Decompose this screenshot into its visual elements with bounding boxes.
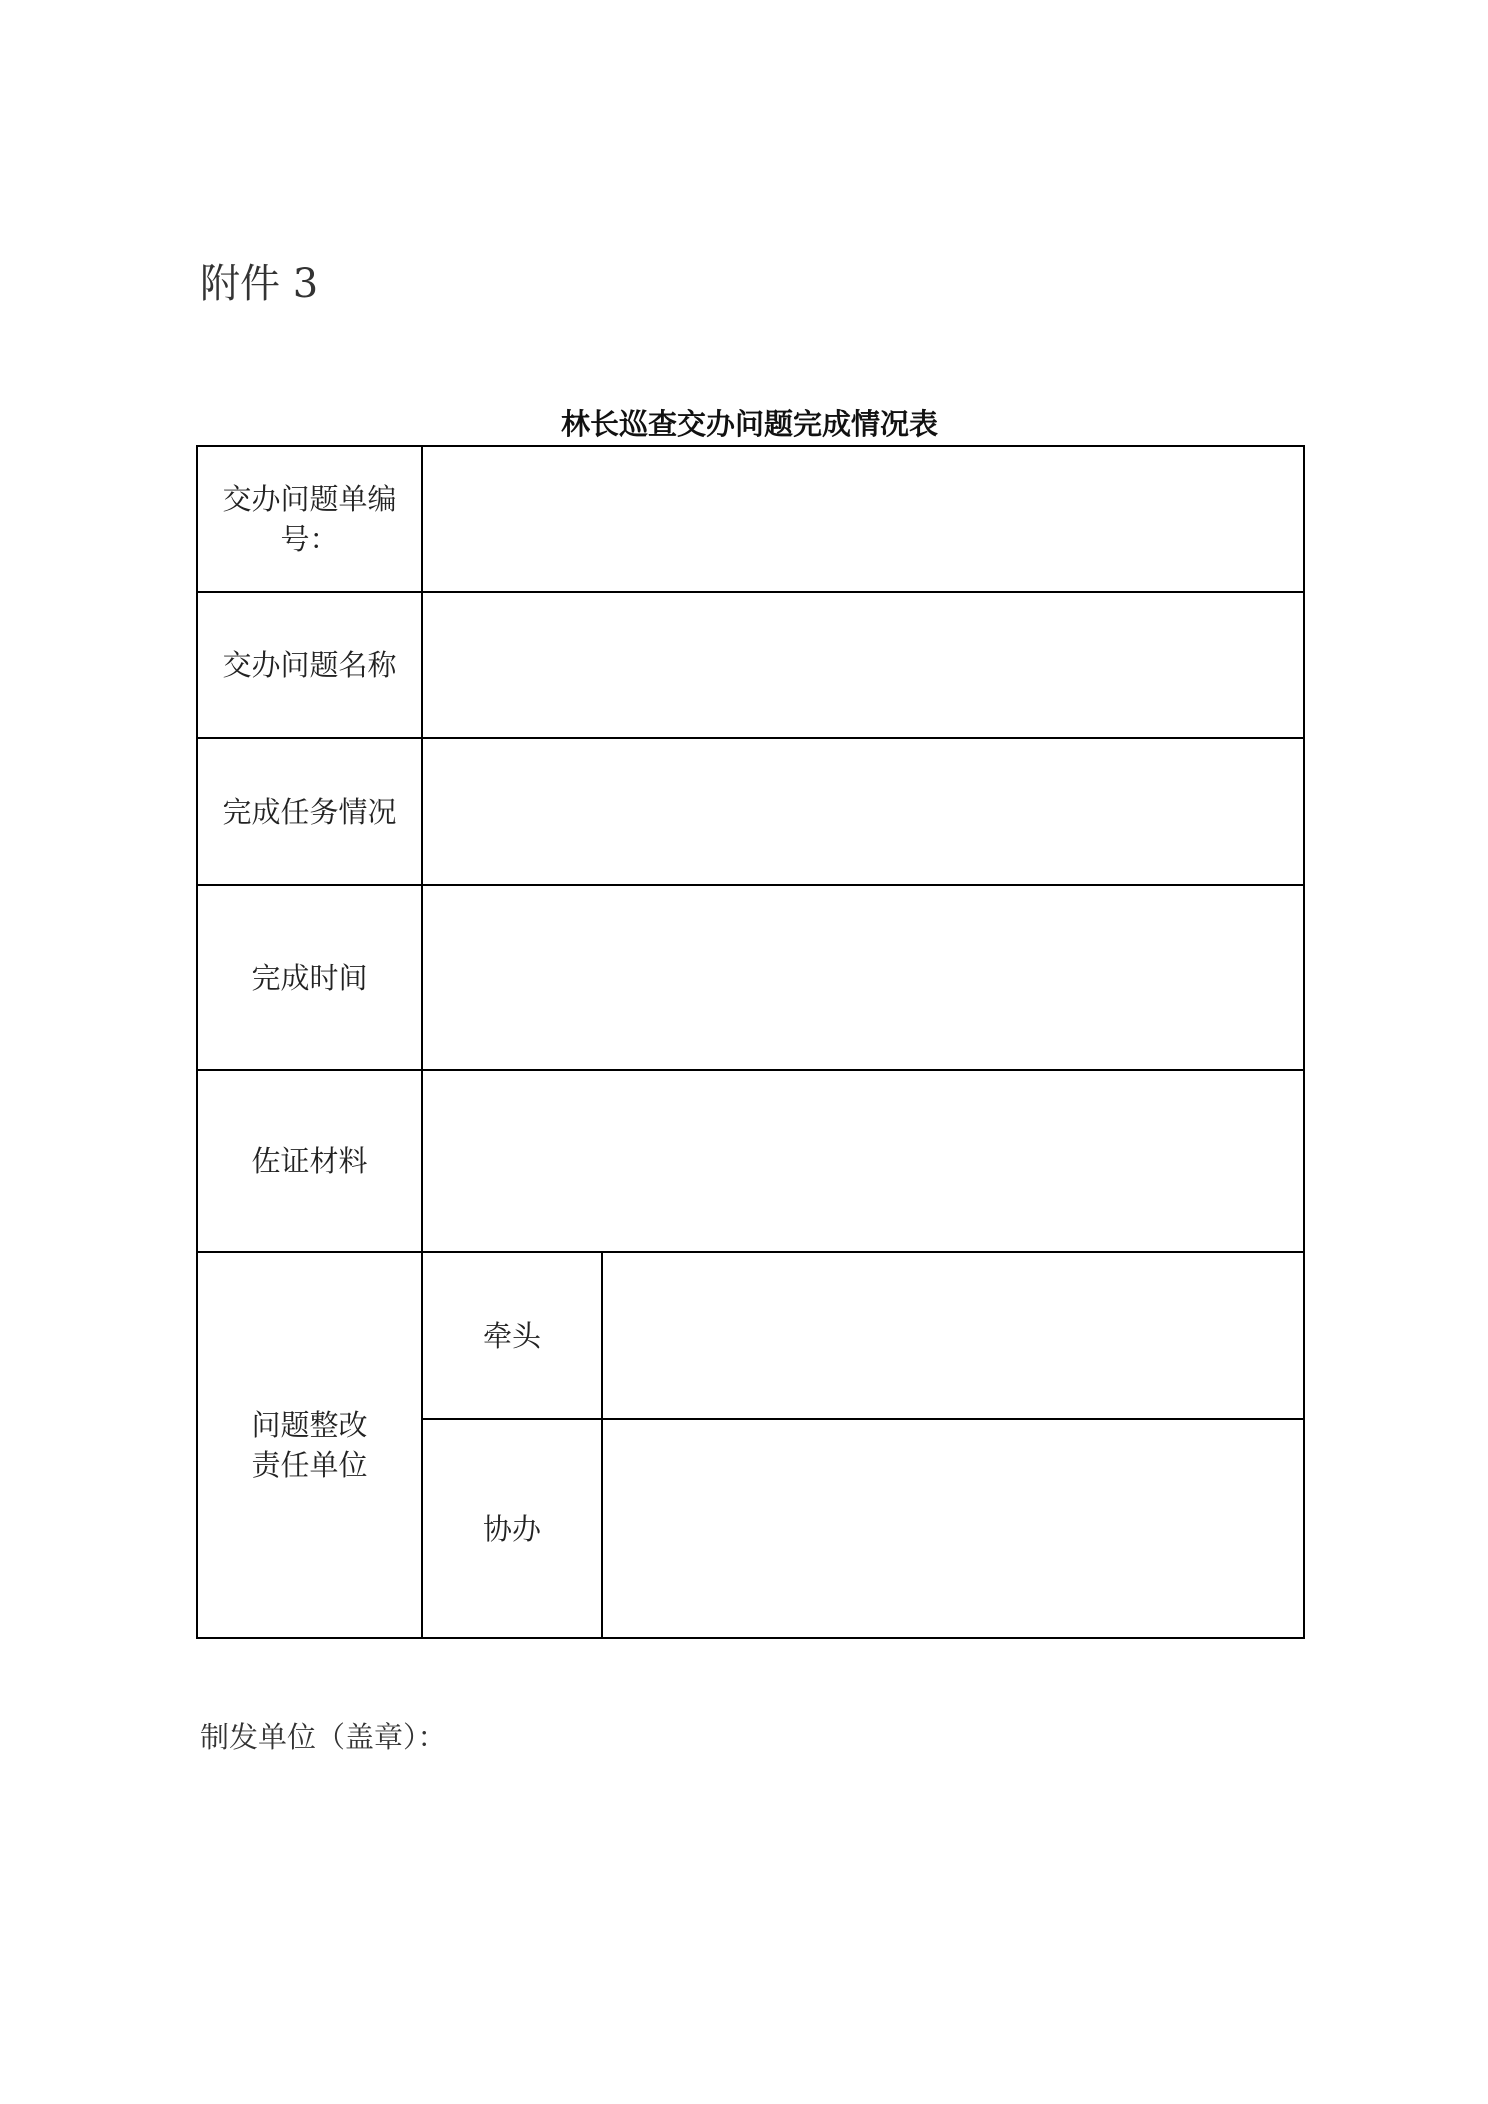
table-row (197, 1252, 1304, 1419)
attachment-label: 附件 3 (200, 261, 319, 307)
issue-name-label: 交办问题名称 (222, 648, 397, 682)
task-status-field[interactable] (422, 738, 1304, 885)
form-title: 林长巡查交办问题完成情况表 (560, 407, 938, 441)
completion-form-table (196, 445, 1305, 1639)
issue-name-field[interactable] (422, 592, 1304, 738)
responsible-unit-label: 问题整改责任单位 (251, 1408, 368, 1482)
table-row (197, 885, 1304, 1070)
lead-unit-field[interactable] (602, 1252, 1304, 1419)
task-status-label: 完成任务情况 (222, 794, 397, 829)
issuing-unit-seal-label: 制发单位（盖章）： (200, 1720, 447, 1754)
completion-time-label-cell (197, 885, 422, 1070)
table-row (197, 1070, 1304, 1252)
evidence-field[interactable] (422, 1070, 1304, 1252)
table-row (197, 738, 1304, 885)
completion-time-label: 完成时间 (251, 960, 368, 995)
issue-number-label: 交办问题单编号： (222, 482, 397, 556)
issue-number-label-cell (197, 446, 422, 592)
table-row (197, 592, 1304, 738)
responsible-unit-label-cell (197, 1252, 422, 1638)
completion-time-field[interactable] (422, 885, 1304, 1070)
evidence-label: 佐证材料 (251, 1144, 368, 1178)
assist-unit-field[interactable] (602, 1419, 1304, 1638)
task-status-label-cell (197, 738, 422, 885)
lead-unit-label: 牵头 (422, 1252, 602, 1419)
issue-number-field[interactable] (422, 446, 1304, 592)
assist-unit-label: 协办 (422, 1419, 602, 1638)
evidence-label-cell (197, 1070, 422, 1252)
issue-name-label-cell (197, 592, 422, 738)
table-row (197, 446, 1304, 592)
